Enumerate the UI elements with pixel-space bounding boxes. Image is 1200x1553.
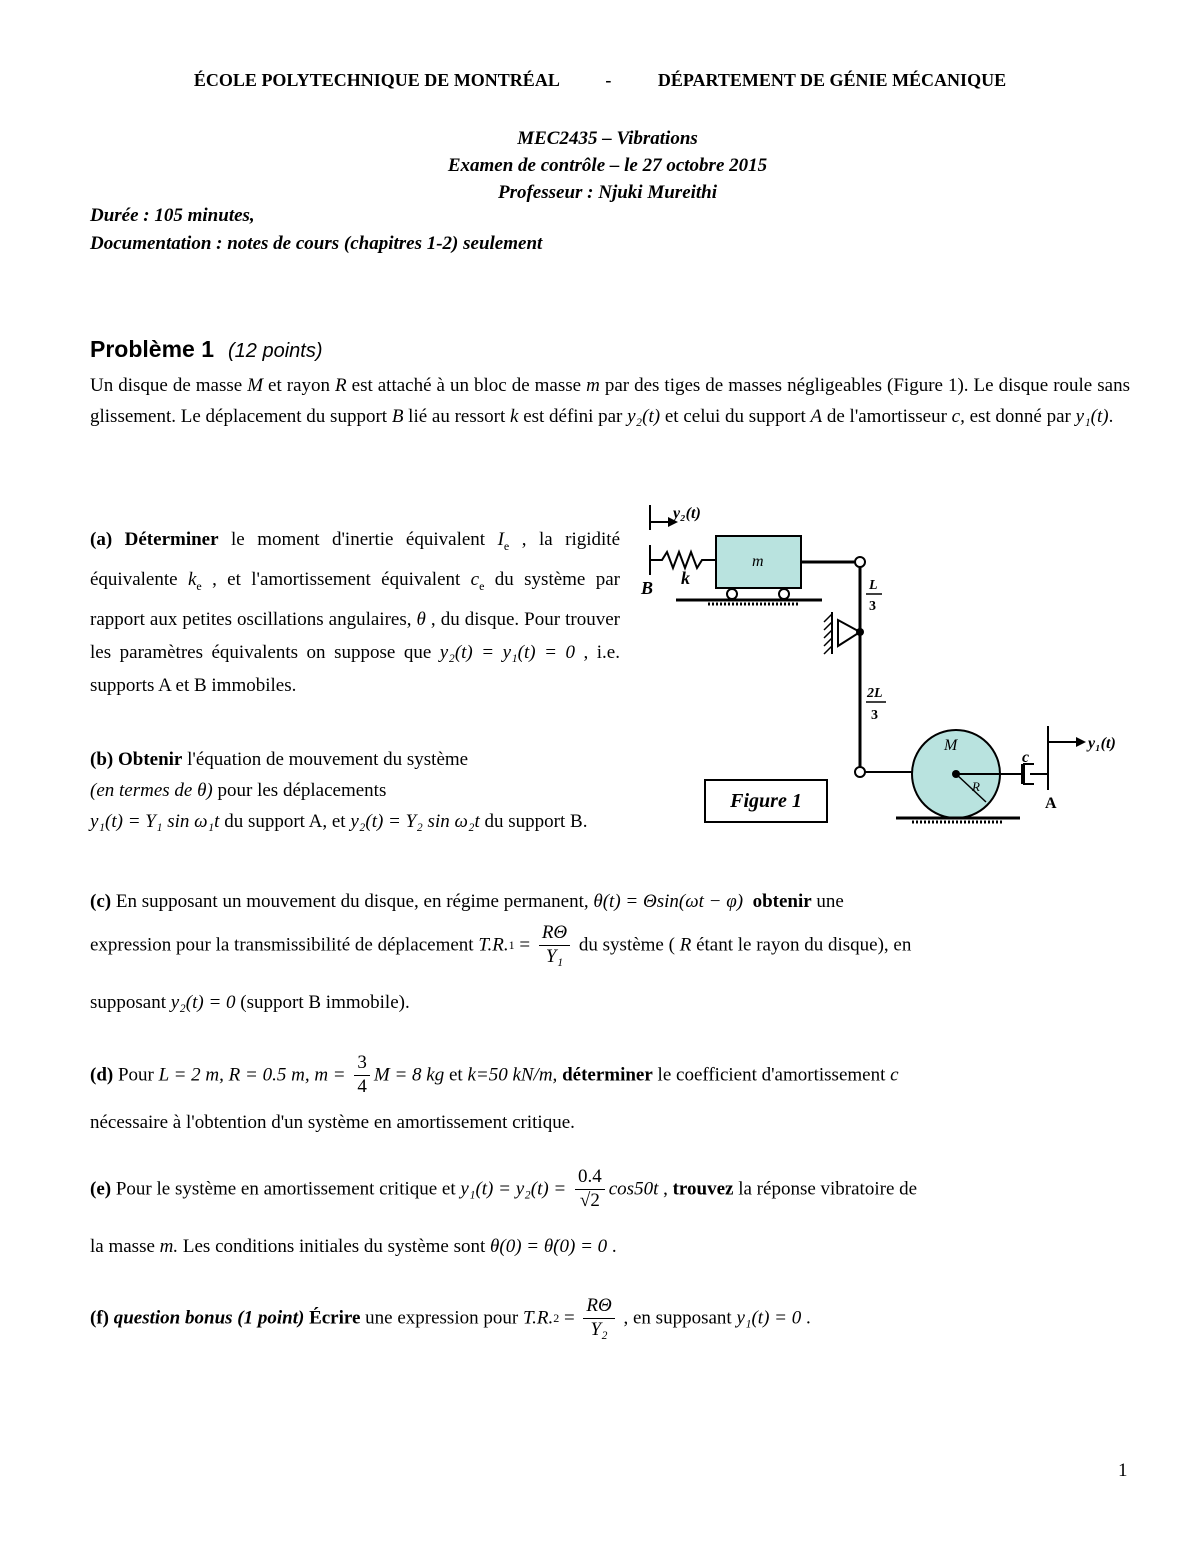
problem-title (90, 336, 323, 363)
y2-arrow (650, 505, 701, 530)
question-a: (a) Déterminer le moment d'inertie équivalent $I_e$ , la rigidité équivalente $k_e$ , et l'amortissement équivalent $c_e$ du système par rapport aux petites oscillations angulaires, θ , du disque. Pour trouver les paramètres équivalents on suppose que y₂(t) = y₁(t) = 0 , i.e. supports A et B immobiles. (90, 529, 621, 696)
problem-title-text: Problème 1 (90, 336, 214, 362)
exam-title: Examen de contrôle – le 27 octobre 2015 (447, 155, 768, 176)
question-d-line1: (d) Pour L = 2 m, R = 0.5 m, m = $\frac{3}{4}$ M = 8 kg et k=50 kN/m, déterminer le coefficient d'amortissement c (90, 1052, 899, 1097)
mass-fraction: $\frac{3}{4}$ (354, 1052, 370, 1099)
y1-label: y₁(t) (1088, 735, 1116, 752)
header-separator: - (605, 70, 612, 90)
exam-documentation: Documentation : notes de cours (chapitres 1-2) seulement (90, 233, 543, 254)
question-c-line1: (c) En supposant un mouvement du disque, en régime permanent, θ(t) = Θsin(ωt − φ) obtenir une (90, 891, 844, 912)
support-a-label: A (1045, 795, 1057, 812)
l3-den: 3 (869, 599, 876, 614)
question-e-line2: la masse m. Les conditions initiales du système sont θ(0) = θ̇(0) = 0 . (90, 1236, 617, 1257)
department-name: DÉPARTEMENT DE GÉNIE MÉCANIQUE (657, 70, 1007, 90)
question-c-line3: supposant y₂(t) = 0 (support B immobile). (90, 992, 410, 1013)
course-title-block (0, 125, 1200, 206)
l23-den: 3 (871, 708, 878, 723)
question-b-label: (b) (90, 749, 114, 770)
page-number: 1 (1118, 1460, 1128, 1481)
question-c-label: (c) (90, 891, 112, 912)
question-b: (b) Obtenir l'équation de mouvement du système (en termes de θ) pour les déplacements y₁(t) = Y₁ sin ω₁t du support A, et y₂(t) = Y₂ sin ω₂t du support B. (90, 749, 588, 832)
amplitude-fraction: $\frac{0.4}{√2}$ (575, 1166, 605, 1213)
tr2-fraction: $\frac{R\Theta}{\text{Y₂}}$ (583, 1295, 614, 1342)
question-f: (f) question bonus (1 point) Écrire une expression pour T.R.2 = $\frac{R\Theta}{\text{Y₂}}$ , en supposant y₁(t) = 0 . (90, 1295, 811, 1340)
damper-c-label: c (1022, 749, 1030, 766)
question-f-label: (f) (90, 1307, 109, 1329)
question-c-line2: expression pour la transmissibilité de déplacement T.R.1 = $\frac{R\Theta}{\text{Y₁}}$ du système ( R étant le rayon du disque), en (90, 922, 912, 967)
institution-header (0, 70, 1200, 91)
exam-duration: Durée : 105 minutes, (90, 205, 255, 226)
question-e-label: (e) (90, 1178, 112, 1200)
course-title: MEC2435 – Vibrations (517, 128, 698, 149)
question-e-line1: (e) Pour le système en amortissement critique et y₁(t) = y₂(t) = $\frac{0.4}{√2}$ cos50t , trouvez la réponse vibratoire de (90, 1166, 918, 1211)
disk-m-label: M (944, 737, 958, 754)
y2-label: y₂(t) (673, 505, 701, 522)
support-b-label: B (641, 578, 654, 598)
question-d-label: (d) (90, 1064, 114, 1086)
problem-points: (12 points) (228, 340, 323, 362)
mass-m-label: m (752, 553, 764, 570)
spring (650, 552, 716, 568)
disk-r-label: R (972, 779, 980, 794)
figure-caption-box: Figure 1 (704, 779, 828, 823)
l23-num: 2L (867, 686, 883, 701)
question-a-label: (a) (90, 529, 113, 550)
spring-k-label: k (681, 568, 690, 588)
l3-num: L (869, 578, 878, 593)
professor: Professeur : Njuki Mureithi (497, 182, 718, 203)
problem-intro: Un disque de masse M et rayon R est attaché à un bloc de masse m par des tiges de masses négligeables (Figure 1). Le disque roule sans glissement. Le déplacement du support B lié au ressort k est défini par y₂(t) et celui du support A de l'amortisseur c, est donné par y₁(t). (90, 375, 1130, 427)
tr1-fraction: $\frac{R\Theta}{\text{Y₁}}$ (539, 922, 570, 969)
school-name: ÉCOLE POLYTECHNIQUE DE MONTRÉAL (193, 70, 559, 90)
question-d-line2: nécessaire à l'obtention d'un système en amortissement critique. (90, 1112, 575, 1133)
y1-arrow (1048, 735, 1116, 752)
